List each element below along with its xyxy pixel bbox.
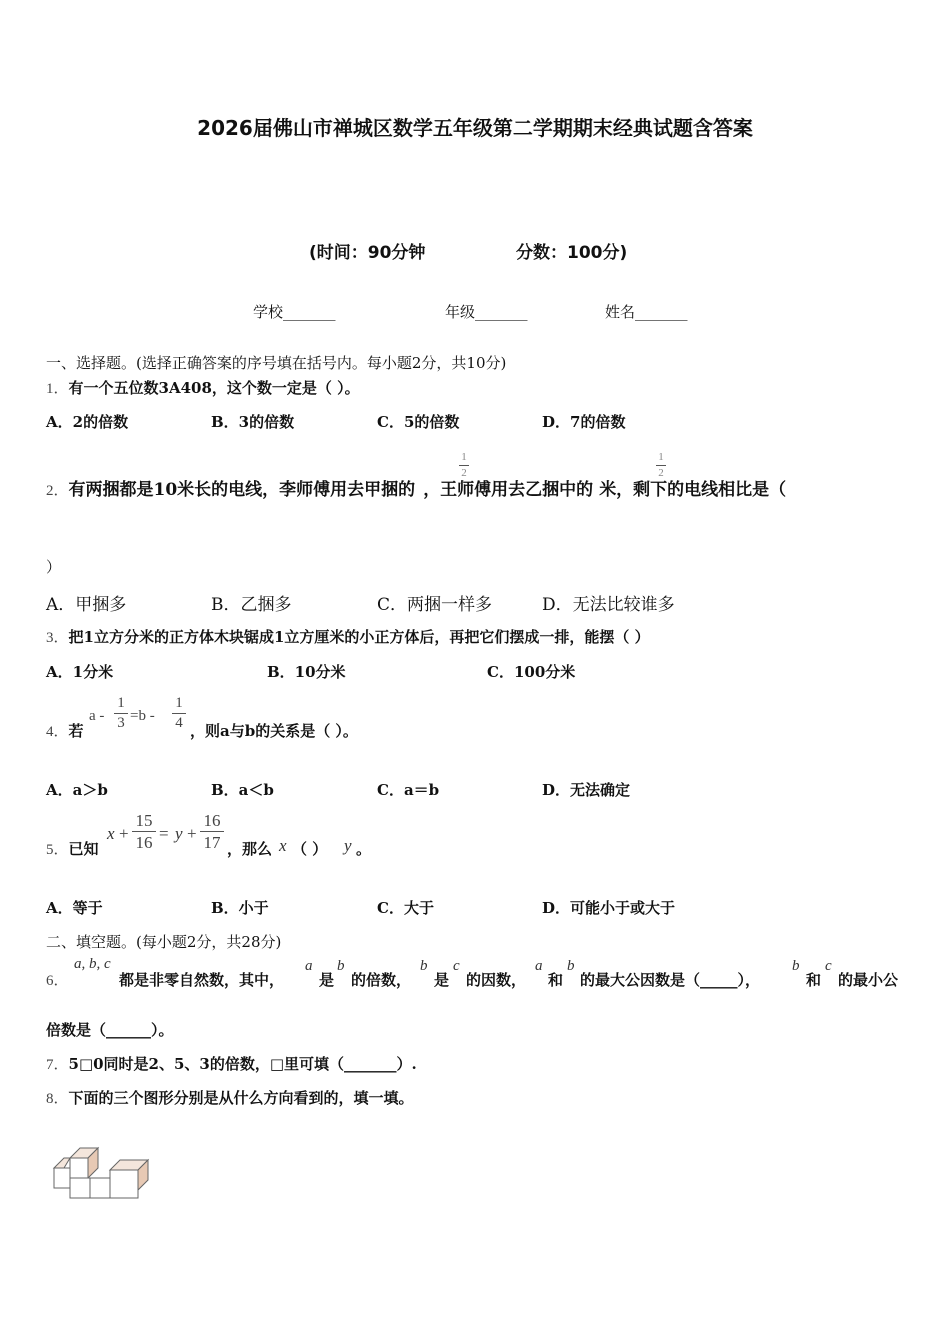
q4-fraction-2: 1 4 bbox=[172, 696, 186, 731]
q6-line-2: 倍数是（______）。 bbox=[46, 1021, 174, 1039]
time-label: (时间：90分钟 bbox=[309, 243, 426, 263]
school-field: 学校_______ bbox=[253, 303, 336, 321]
q5-var-y: y bbox=[175, 824, 183, 843]
q6-text-1: 都是非零自然数，其中， bbox=[119, 971, 285, 989]
q4-fraction-1: 1 3 bbox=[114, 696, 128, 731]
question-5-mid: ，那么 bbox=[227, 840, 273, 858]
question-number: 3． bbox=[46, 630, 69, 646]
q5-plus-1: + bbox=[119, 824, 129, 843]
q2-close-paren: ） bbox=[46, 558, 62, 576]
q1-option-d: D．7的倍数 bbox=[542, 413, 626, 431]
q5-var-x: x bbox=[107, 824, 115, 843]
section-heading-2: 二、填空题。(每小题2分，共28分) bbox=[46, 933, 282, 951]
q6-a-1: a bbox=[305, 958, 313, 974]
q4-option-b: B．a＜b bbox=[211, 781, 274, 799]
grade-field: 年级_______ bbox=[445, 303, 528, 321]
q6-a-2: a bbox=[535, 958, 543, 974]
question-7 bbox=[46, 1053, 417, 1074]
q3-option-a: A．1分米 bbox=[46, 663, 114, 681]
q5-option-b: B．小于 bbox=[211, 899, 269, 917]
q6-c-1: c bbox=[453, 958, 460, 974]
score-label: 分数：100分) bbox=[516, 243, 628, 263]
q5-var-x2: x bbox=[279, 836, 287, 855]
q4-option-a: A．a＞b bbox=[46, 781, 108, 799]
question-text: 把1立方分米的正方体木块锯成1立方厘米的小正方体后，再把它们摆成一排，能摆（ ） bbox=[68, 628, 650, 646]
q1-option-b: B．3的倍数 bbox=[211, 413, 295, 431]
question-pre: 若 bbox=[68, 722, 84, 740]
question-4 bbox=[46, 720, 84, 741]
q1-option-a: A．2的倍数 bbox=[46, 413, 129, 431]
question-5 bbox=[46, 838, 99, 859]
q3-option-b: B．10分米 bbox=[267, 663, 346, 681]
q6-text-4: 的最大公因数是（_____）， bbox=[580, 971, 761, 989]
page-title: 2026届佛山市禅城区数学五年级第二学期期末经典试题含答案 bbox=[197, 116, 753, 140]
q4-option-d: D．无法确定 bbox=[542, 781, 631, 799]
question-number: 5． bbox=[46, 842, 69, 858]
q6-shi-1: 是 bbox=[319, 971, 335, 989]
question-text-b: ，王师傅用去乙捆中的 bbox=[423, 480, 594, 500]
q5-option-a: A．等于 bbox=[46, 899, 103, 917]
q4-option-c: C．a＝b bbox=[377, 781, 440, 799]
section-heading: 一、选择题。(选择正确答案的序号填在括号内。每小题2分，共10分) bbox=[46, 354, 507, 372]
name-field: 姓名_______ bbox=[605, 303, 688, 321]
cube-figure bbox=[50, 1146, 150, 1202]
question-5-paren: （ ） bbox=[292, 840, 328, 858]
question-text-c: 米，剩下的电线相比是（ bbox=[599, 480, 787, 500]
question-pre: 已知 bbox=[68, 840, 99, 858]
q2-option-c: C．两捆一样多 bbox=[377, 595, 493, 615]
q6-he-2: 和 bbox=[806, 971, 822, 989]
question-5-end: 。 bbox=[356, 840, 372, 858]
question-text: 下面的三个图形分别是从什么方向看到的，填一填。 bbox=[68, 1089, 414, 1107]
q3-option-c: C．100分米 bbox=[487, 663, 576, 681]
q2-option-d: D．无法比较谁多 bbox=[542, 595, 675, 615]
q5-fraction-2: 16 17 bbox=[200, 812, 224, 851]
q6-text-2: 的倍数， bbox=[351, 971, 412, 989]
question-text-a: 有两捆都是10米长的电线，李师傅用去甲捆的 bbox=[68, 480, 416, 500]
q6-text-3: 的因数， bbox=[466, 971, 527, 989]
q5-fraction-1: 15 16 bbox=[132, 812, 156, 851]
question-1 bbox=[46, 377, 360, 398]
question-3 bbox=[46, 626, 650, 647]
q4-expr-eq: =b - bbox=[130, 708, 155, 724]
q6-c-2: c bbox=[825, 958, 832, 974]
q6-text-5: 的最小公 bbox=[838, 971, 899, 989]
q6-vars: a, b, c bbox=[74, 956, 111, 972]
question-number: 1． bbox=[46, 381, 69, 397]
q6-shi-2: 是 bbox=[434, 971, 450, 989]
q5-equals: = bbox=[159, 824, 169, 843]
question-2 bbox=[46, 475, 786, 500]
q6-b-1: b bbox=[337, 958, 345, 974]
q6-b-3: b bbox=[567, 958, 575, 974]
q1-option-c: C．5的倍数 bbox=[377, 413, 460, 431]
q2-fraction-1: 1 2 bbox=[459, 452, 469, 479]
q6-b-2: b bbox=[420, 958, 428, 974]
question-number: 7． bbox=[46, 1057, 69, 1073]
question-text: 5□0同时是2、5、3的倍数，□里可填（_______）. bbox=[68, 1055, 417, 1073]
question-number: 2． bbox=[46, 483, 69, 499]
question-text: 有一个五位数3A408，这个数一定是（ ）。 bbox=[68, 379, 360, 397]
q5-var-y2: y bbox=[344, 836, 352, 855]
question-8 bbox=[46, 1087, 414, 1108]
q6-he-1: 和 bbox=[548, 971, 564, 989]
q2-fraction-2: 1 2 bbox=[656, 452, 666, 479]
q2-option-a: A．甲捆多 bbox=[46, 595, 127, 615]
q5-option-d: D．可能小于或大于 bbox=[542, 899, 676, 917]
q4-expr-a: a - bbox=[89, 708, 105, 724]
q2-option-b: B．乙捆多 bbox=[211, 595, 292, 615]
question-4-post: ，则a与b的关系是（ ）。 bbox=[190, 722, 358, 740]
question-number: 4． bbox=[46, 724, 69, 740]
question-6-num: 6． bbox=[46, 973, 69, 989]
question-number: 8． bbox=[46, 1091, 69, 1107]
q5-plus-2: + bbox=[187, 824, 197, 843]
q5-option-c: C．大于 bbox=[377, 899, 434, 917]
q6-b-4: b bbox=[792, 958, 800, 974]
